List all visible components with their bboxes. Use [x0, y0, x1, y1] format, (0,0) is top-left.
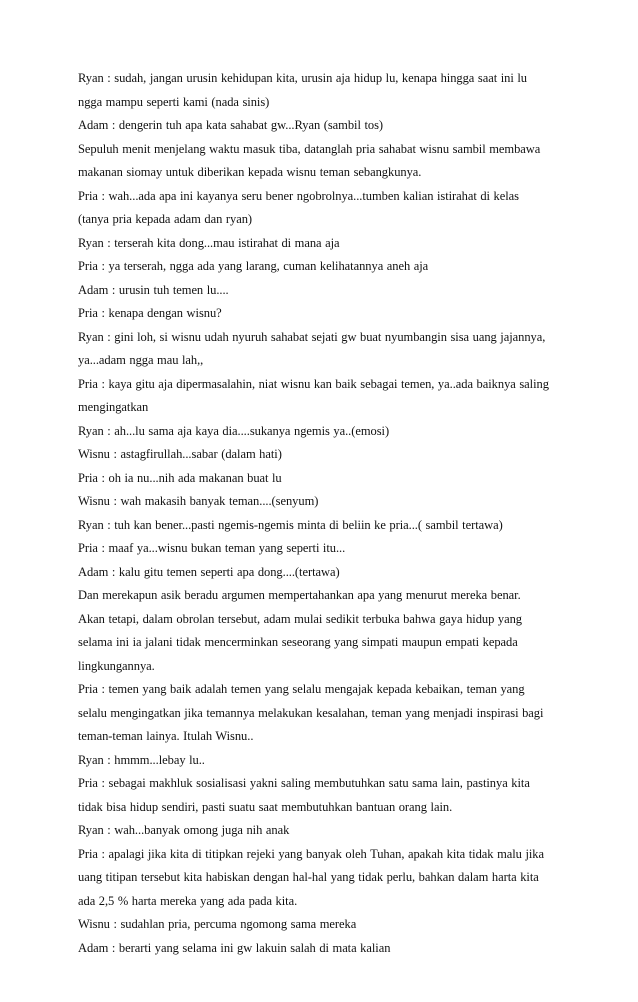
text-line: tidak bisa hidup sendiri, pasti suatu saat membutuhkan bantuan orang lain.	[78, 799, 453, 814]
text-line: Pria : oh ia nu...nih ada makanan buat lu	[78, 470, 282, 485]
text-line: Adam : berarti yang selama ini gw lakuin salah di mata kalian	[78, 940, 391, 955]
text-line: Wisnu : wah makasih banyak teman....(senyum)	[78, 494, 319, 508]
text-line: Pria : apalagi jika kita di titipkan rejeki yang banyak oleh Tuhan, apakah kita tidak malu jika	[78, 846, 544, 861]
text-line: Akan tetapi, dalam obrolan tersebut, adam mulai sedikit terbuka bahwa gaya hidup yang	[78, 611, 522, 626]
text-line: Dan merekapun asik beradu argumen mempertahankan apa yang menurut mereka benar.	[78, 588, 521, 602]
text-line: Sepuluh menit menjelang waktu masuk tiba, datanglah pria sahabat wisnu sambil membawa	[78, 141, 541, 156]
text-line: Wisnu : astagfirullah...sabar (dalam hati)	[78, 447, 282, 461]
text-line: lingkungannya.	[78, 658, 155, 673]
text-line: Adam : kalu gitu temen seperti apa dong....(tertawa)	[78, 564, 340, 579]
text-line: Ryan : sudah, jangan urusin kehidupan kita, urusin aja hidup lu, kenapa hingga saat ini lu	[78, 71, 527, 85]
text-line: Pria : maaf ya...wisnu bukan teman yang seperti itu...	[78, 541, 346, 555]
text-line: ngga mampu seperti kami (nada sinis)	[78, 94, 270, 109]
text-line: uang titipan tersebut kita habiskan dengan hal-hal yang tidak perlu, bahkan dalam harta kita	[78, 870, 539, 884]
text-line: makanan siomay untuk diberikan kepada wisnu teman sebangkunya.	[78, 165, 422, 179]
text-line: Ryan : wah...banyak omong juga nih anak	[78, 823, 290, 837]
text-line: selama ini ia jalani tidak mencerminkan seseorang yang simpati maupun empati kepada	[78, 635, 518, 649]
text-line: selalu mengingatkan jika temannya melakukan kesalahan, teman yang menjadi inspirasi bagi	[78, 705, 544, 720]
text-line: Ryan : gini loh, si wisnu udah nyuruh sahabat sejati gw buat nyumbangin sisa uang jajannya,	[78, 329, 546, 344]
text-line: teman-teman lainya. Itulah Wisnu..	[78, 729, 254, 743]
text-line: ada 2,5 % harta mereka yang ada pada kita.	[78, 893, 298, 908]
text-line: Wisnu : sudahlan pria, percuma ngomong sama mereka	[78, 917, 357, 931]
text-line: Pria : kenapa dengan wisnu?	[78, 306, 222, 320]
text-line: Ryan : ah...lu sama aja kaya dia....sukanya ngemis ya..(emosi)	[78, 423, 390, 438]
text-line: Adam : urusin tuh temen lu....	[78, 282, 229, 297]
text-line: ya...adam ngga mau lah,,	[78, 353, 204, 367]
text-line: Ryan : hmmm...lebay lu..	[78, 752, 205, 767]
text-line: (tanya pria kepada adam dan ryan)	[78, 212, 253, 226]
dialogue-text-body	[78, 67, 568, 960]
text-line: Ryan : tuh kan bener...pasti ngemis-ngemis minta di beliin ke pria...( sambil tertawa)	[78, 517, 503, 532]
text-line: Pria : ya terserah, ngga ada yang larang, cuman kelihatannya aneh aja	[78, 259, 429, 273]
text-line: Pria : kaya gitu aja dipermasalahin, niat wisnu kan baik sebagai temen, ya..ada baiknya saling	[78, 376, 549, 391]
text-line: Pria : sebagai makhluk sosialisasi yakni saling membutuhkan satu sama lain, pastinya kita	[78, 776, 530, 790]
text-line: Pria : wah...ada apa ini kayanya seru bener ngobrolnya...tumben kalian istirahat di kelas	[78, 188, 519, 203]
text-line: mengingatkan	[78, 400, 149, 414]
text-line: Pria : temen yang baik adalah temen yang selalu mengajak kepada kebaikan, teman yang	[78, 682, 525, 696]
text-line: Adam : dengerin tuh apa kata sahabat gw...Ryan (sambil tos)	[78, 118, 384, 132]
text-line: Ryan : terserah kita dong...mau istirahat di mana aja	[78, 235, 340, 250]
